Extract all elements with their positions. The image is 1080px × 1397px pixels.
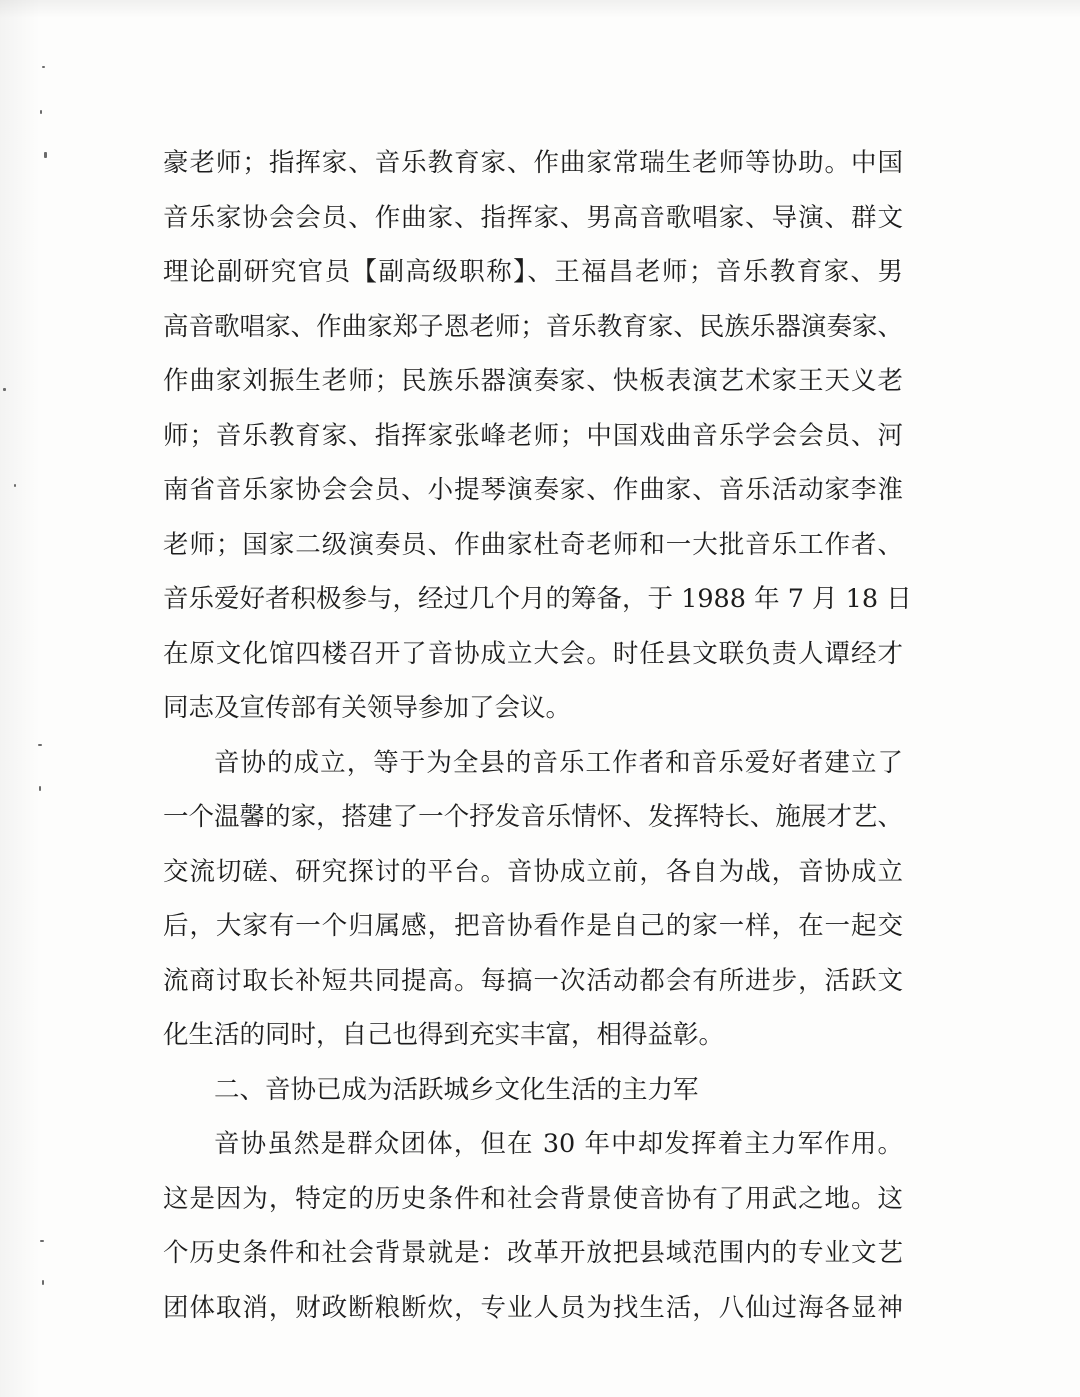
text-line: 师；音乐教育家、指挥家张峰老师；中国戏曲音乐学会会员、河 — [163, 420, 903, 451]
document-body — [163, 136, 912, 1335]
scan-speck — [14, 484, 16, 487]
scan-speck — [42, 66, 45, 68]
text-line: 作曲家刘振生老师；民族乐器演奏家、快板表演艺术家王天义老 — [163, 366, 903, 396]
text-line: 团体取消，财政断粮断炊，专业人员为找生活，八仙过海各显神 — [163, 1292, 903, 1323]
text-line: 流商讨取长补短共同提高。每搞一次活动都会有所进步，活跃文 — [163, 965, 903, 996]
text-line: 南省音乐家协会会员、小提琴演奏家、作曲家、音乐活动家李淮 — [163, 475, 903, 505]
section-heading: 二、音协已成为活跃城乡文化生活的主力军 — [214, 1074, 699, 1105]
text-line: 交流切磋、研究探讨的平台。音协成立前，各自为战，音协成立 — [163, 856, 903, 887]
text-line: 音乐家协会会员、作曲家、指挥家、男高音歌唱家、导演、群文 — [163, 202, 903, 233]
text-line: 老师；国家二级演奏员、作曲家杜奇老师和一大批音乐工作者、 — [163, 529, 903, 560]
scan-speck — [39, 786, 41, 791]
text-line: 同志及宣传部有关领导参加了会议。 — [163, 693, 572, 723]
scan-speck — [3, 388, 6, 391]
scan-speck — [40, 1240, 44, 1242]
scan-speck — [40, 110, 42, 114]
scan-speck — [44, 152, 47, 158]
text-line: 音乐爱好者积极参与，经过几个月的筹备，于 1988 年 7 月 18 日 — [163, 584, 912, 614]
text-line: 化生活的同时，自己也得到充实丰富，相得益彰。 — [163, 1020, 725, 1050]
scan-speck — [38, 744, 42, 746]
text-line: 个历史条件和社会背景就是：改革开放把县域范围内的专业文艺 — [163, 1238, 903, 1268]
paragraph-start-line: 音协的成立，等于为全县的音乐工作者和音乐爱好者建立了 — [214, 747, 903, 778]
paragraph-start-line: 音协虽然是群众团体，但在 30 年中却发挥着主力军作用。 — [214, 1129, 903, 1159]
scan-speck — [42, 1280, 44, 1285]
text-line: 后，大家有一个归属感，把音协看作是自己的家一样，在一起交 — [163, 911, 903, 941]
text-line: 这是因为，特定的历史条件和社会背景使音协有了用武之地。这 — [163, 1183, 903, 1214]
scan-edge-shadow — [0, 0, 1080, 18]
text-line: 理论副研究官员【副高级职称】、王福昌老师；音乐教育家、男 — [163, 257, 903, 287]
text-line: 一个温馨的家，搭建了一个抒发音乐情怀、发挥特长、施展才艺、 — [163, 802, 903, 832]
text-line: 豪老师；指挥家、音乐教育家、作曲家常瑞生老师等协助。中国 — [163, 148, 903, 178]
text-line: 在原文化馆四楼召开了音协成立大会。时任县文联负责人谭经才 — [163, 638, 903, 669]
text-line: 高音歌唱家、作曲家郑子恩老师；音乐教育家、民族乐器演奏家、 — [163, 311, 903, 342]
